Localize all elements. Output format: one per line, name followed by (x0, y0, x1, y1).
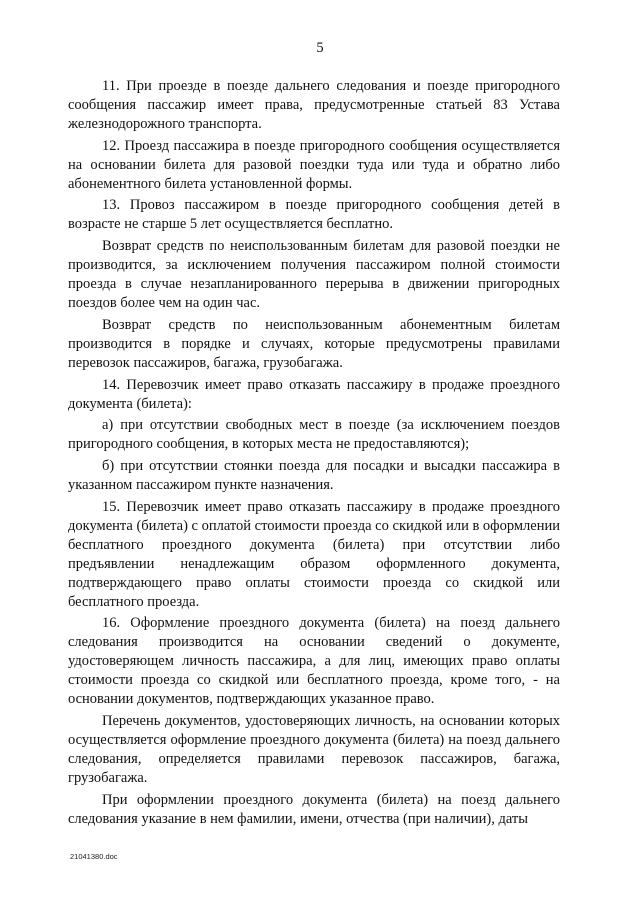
paragraph-refund-single: Возврат средств по неиспользованным билетам для разовой поездки не производится, за исключением получения пассажиром полной стоимости проезда в случае незапланированного перерыва в движении пригородных поездов более чем на один час. (68, 238, 560, 311)
paragraph-ticket-details: При оформлении проездного документа (билета) на поезд дальнего следования указание в нем фамилии, имени, отчества (при наличии), даты (68, 791, 560, 827)
document-body (68, 77, 560, 828)
paragraph-id-documents: Перечень документов, удостоверяющих личность, на основании которых осуществляется оформление проездного документа (билета) на поезд дальнего следования, определяется правилами перевозок пассажиров, багажа, грузобагажа. (68, 713, 560, 786)
paragraph-refund-season: Возврат средств по неиспользованным абонементным билетам производится в порядке и случаях, которые предусмотрены правилами перевозок пассажиров, багажа, грузобагажа. (68, 316, 560, 371)
footer-filename: 21041380.doc (70, 852, 118, 861)
page-number: 5 (316, 40, 324, 56)
paragraph-11: 11. При проезде в поезде дальнего следования и поезде пригородного сообщения пассажир имеет права, предусмотренные статьей 83 Устава железнодорожного транспорта. (68, 78, 560, 132)
paragraph-14-b: б) при отсутствии стоянки поезда для посадки и высадки пассажира в указанном пассажиром пункте назначения. (68, 458, 560, 494)
paragraph-13: 13. Провоз пассажиром в поезде пригородного сообщения детей в возрасте не старше 5 лет осуществляется бесплатно. (68, 197, 560, 233)
paragraph-12: 12. Проезд пассажира в поезде пригородного сообщения осуществляется на основании билета для разовой поездки туда или туда и обратно либо абонементного билета установленной формы. (68, 137, 560, 192)
paragraph-14-a: а) при отсутствии свободных мест в поезде (за исключением поездов пригородного сообщения, в которых места не предоставляются); (68, 417, 560, 453)
paragraph-14: 14. Перевозчик имеет право отказать пассажиру в продаже проездного документа (билета): (68, 376, 560, 412)
paragraph-15: 15. Перевозчик имеет право отказать пассажиру в продаже проездного документа (билета) с оплатой стоимости проезда со скидкой или в оформлении бесплатного проездного документа (билета) при отсутствии либо предъявлении ненадлежащим образом оформленного документа, подтверждающего право оплаты стоимости проезда со скидкой или бесплатного проезда. (68, 499, 560, 610)
paragraph-16: 16. Оформление проездного документа (билета) на поезд дальнего следования производится на основании сведений о документе, удостоверяющем личность пассажира, а для лиц, имеющих право оплаты стоимости проезда со скидкой или бесплатного проезда, кроме того, - на основании документов, подтверждающих указанное право. (68, 615, 560, 708)
